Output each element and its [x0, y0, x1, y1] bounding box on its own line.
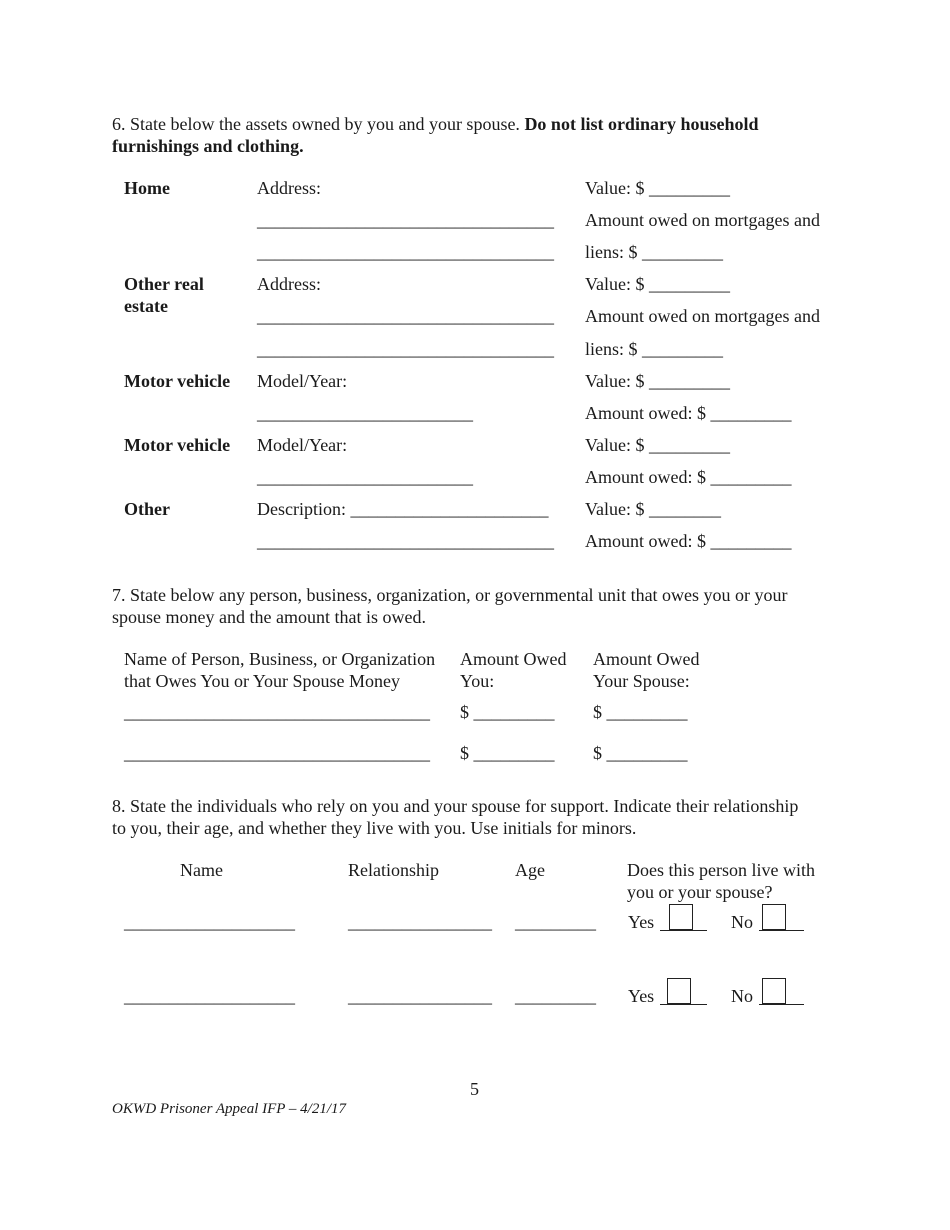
section-7-intro-2: spouse money and the amount that is owed.: [112, 607, 426, 627]
section-6-intro-bold-2: furnishings and clothing.: [112, 136, 304, 156]
dependent-relationship-field-1[interactable]: ________________: [348, 912, 492, 932]
owed-spouse-field-2[interactable]: $ _________: [593, 743, 688, 763]
yes-checkbox-2[interactable]: [667, 978, 691, 1004]
other-real-estate-address-line-2[interactable]: _________________________________: [257, 339, 554, 359]
motor-vehicle-2-label: Motor vehicle: [124, 435, 231, 455]
dependent-age-field-1[interactable]: _________: [515, 912, 596, 932]
other-description-line[interactable]: _________________________________: [257, 531, 554, 551]
owed-you-field-1[interactable]: $ _________: [460, 702, 555, 722]
section-6-intro-bold: Do not list ordinary household: [524, 114, 759, 134]
motor-vehicle-2-model-label: Model/Year:: [257, 435, 348, 455]
no-checkbox-2[interactable]: [762, 978, 786, 1004]
home-address-line-2[interactable]: _________________________________: [257, 242, 554, 262]
no-underline-1: [759, 930, 804, 931]
motor-vehicle-1-model-line[interactable]: ________________________: [257, 403, 473, 423]
section-8-col-relationship: Relationship: [348, 860, 439, 880]
other-real-estate-label: Other real: [124, 274, 204, 294]
no-label-2: No: [731, 986, 753, 1006]
home-liens-field[interactable]: liens: $ _________: [585, 242, 723, 262]
no-label-1: No: [731, 912, 753, 932]
other-description-field[interactable]: Description: ______________________: [257, 499, 549, 519]
section-8-intro-2: to you, their age, and whether they live with you. Use initials for minors.: [112, 818, 637, 838]
yes-checkbox-1[interactable]: [669, 904, 693, 930]
debtor-name-field-1[interactable]: __________________________________: [124, 702, 430, 722]
section-7-col-name: Name of Person, Business, or Organization: [124, 649, 436, 669]
home-mortgage-label: Amount owed on mortgages and: [585, 210, 820, 230]
motor-vehicle-2-value-field[interactable]: Value: $ _________: [585, 435, 730, 455]
other-real-estate-address-label: Address:: [257, 274, 321, 294]
no-checkbox-1[interactable]: [762, 904, 786, 930]
home-address-line-1[interactable]: _________________________________: [257, 210, 554, 230]
dependent-name-field-1[interactable]: ___________________: [124, 912, 295, 932]
section-8-col-live-2: you or your spouse?: [627, 882, 773, 902]
section-8-col-name: Name: [180, 860, 223, 880]
section-7-col-spouse: Amount Owed: [593, 649, 700, 669]
section-7-col-name-2: that Owes You or Your Spouse Money: [124, 671, 401, 691]
yes-underline-2: [660, 1004, 707, 1005]
motor-vehicle-2-model-line[interactable]: ________________________: [257, 467, 473, 487]
form-identifier: OKWD Prisoner Appeal IFP – 4/21/17: [112, 1101, 347, 1117]
section-7-col-you: Amount Owed: [460, 649, 567, 669]
section-7-col-spouse-2: Your Spouse:: [593, 671, 690, 691]
debtor-name-field-2[interactable]: __________________________________: [124, 743, 430, 763]
other-real-estate-mortgage-label: Amount owed on mortgages and: [585, 306, 820, 326]
section-6-intro-text: 6. State below the assets owned by you and your spouse.: [112, 114, 525, 134]
other-value-field[interactable]: Value: $ ________: [585, 499, 721, 519]
other-owed-field[interactable]: Amount owed: $ _________: [585, 531, 792, 551]
motor-vehicle-1-label: Motor vehicle: [124, 371, 231, 391]
yes-label-2: Yes: [628, 986, 655, 1006]
dependent-relationship-field-2[interactable]: ________________: [348, 986, 492, 1006]
section-7-col-you-2: You:: [460, 671, 495, 691]
motor-vehicle-2-owed-field[interactable]: Amount owed: $ _________: [585, 467, 792, 487]
no-underline-2: [759, 1004, 804, 1005]
other-real-estate-label-2: estate: [124, 296, 168, 316]
motor-vehicle-1-model-label: Model/Year:: [257, 371, 348, 391]
section-8-intro-1: 8. State the individuals who rely on you and your spouse for support. Indicate their relationship: [112, 796, 799, 816]
yes-label-1: Yes: [628, 912, 655, 932]
home-label: Home: [124, 178, 170, 198]
owed-spouse-field-1[interactable]: $ _________: [593, 702, 688, 722]
other-asset-label: Other: [124, 499, 170, 519]
section-8-col-age: Age: [515, 860, 545, 880]
other-real-estate-address-line-1[interactable]: _________________________________: [257, 306, 554, 326]
motor-vehicle-1-owed-field[interactable]: Amount owed: $ _________: [585, 403, 792, 423]
home-address-label: Address:: [257, 178, 321, 198]
section-7-intro-1: 7. State below any person, business, organization, or governmental unit that owes you or your: [112, 585, 788, 605]
section-8-col-live: Does this person live with: [627, 860, 815, 880]
page-number: 5: [470, 1079, 479, 1099]
dependent-name-field-2[interactable]: ___________________: [124, 986, 295, 1006]
owed-you-field-2[interactable]: $ _________: [460, 743, 555, 763]
home-value-field[interactable]: Value: $ _________: [585, 178, 730, 198]
other-real-estate-value-field[interactable]: Value: $ _________: [585, 274, 730, 294]
motor-vehicle-1-value-field[interactable]: Value: $ _________: [585, 371, 730, 391]
other-real-estate-liens-field[interactable]: liens: $ _________: [585, 339, 723, 359]
yes-underline-1: [660, 930, 707, 931]
dependent-age-field-2[interactable]: _________: [515, 986, 596, 1006]
section-6-intro: [112, 113, 758, 135]
